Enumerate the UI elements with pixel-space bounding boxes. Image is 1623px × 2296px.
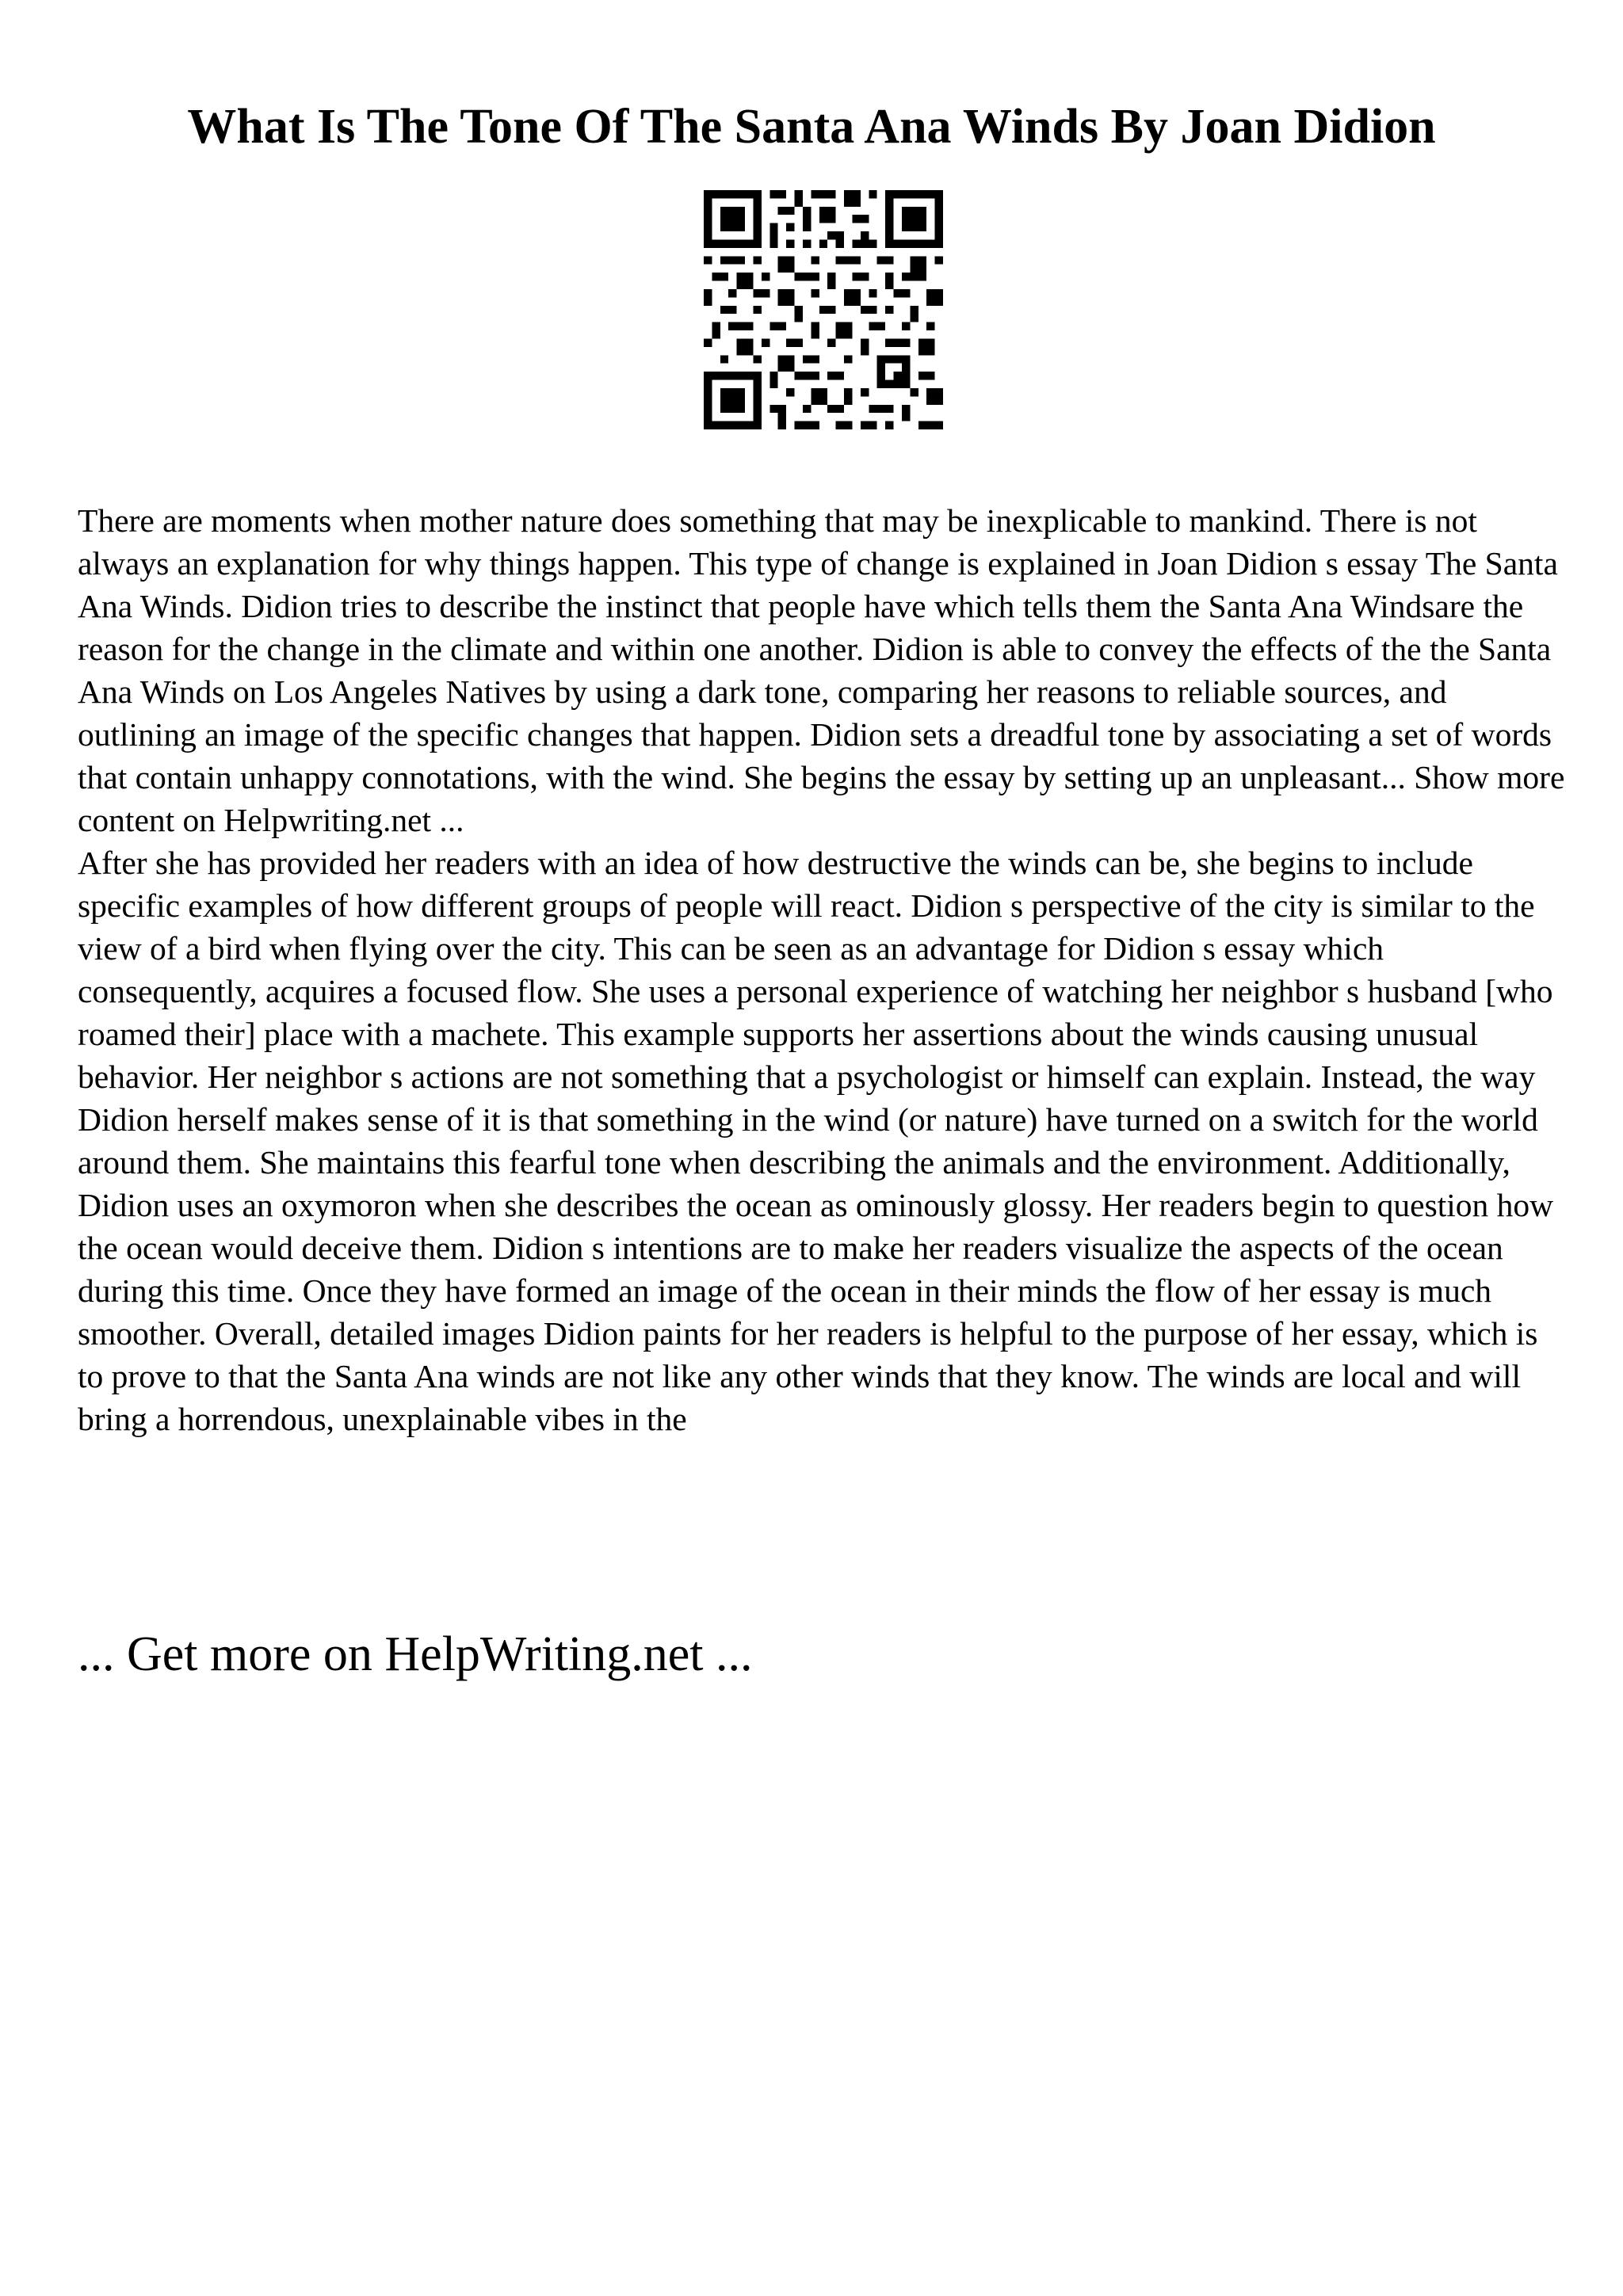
get-more-link[interactable]: ... Get more on HelpWriting.net ... [78,1627,753,1681]
essay-body [78,499,1568,1440]
qr-code-icon [704,190,943,429]
paragraph-1: There are moments when mother nature does something that may be inexplicable to mankind. There is not always an explanation for why things happen. This type of change is explained in Joan Didion s essay The Santa Ana Winds. Didion tries to describe the instinct that people have which tells them the Santa Ana Windsare the reason for the change in the climate and within one another. Didion is able to convey the effects of the the Santa Ana Winds on Los Angeles Natives by using a dark tone, comparing her reasons to reliable sources, and outlining an image of the specific changes that happen. Didion sets a dreadful tone by associating a set of words that contain unhappy connotations, with the wind. She begins the essay by setting up an unpleasant... Show more content on Helpwriting.net ... [78,502,1565,838]
document-title: What Is The Tone Of The Santa Ana Winds By Joan Didion [187,100,1436,154]
paragraph-2: After she has provided her readers with an idea of how destructive the winds can be, she begins to include specific examples of how different groups of people will react. Didion s perspective of the city is similar to the view of a bird when flying over the city. This can be seen as an advantage for Didion s essay which consequently, acquires a focused flow. She uses a personal experience of watching her neighbor s husband [who roamed their] place with a machete. This example supports her assertions about the winds causing unusual behavior. Her neighbor s actions are not something that a psychologist or himself can explain. Instead, the way Didion herself makes sense of it is that something in the wind (or nature) have turned on a switch for the world around them. She maintains this fearful tone when describing the animals and the environment. Additionally, Didion uses an oxymoron when she describes the ocean as ominously glossy. Her readers begin to question how the ocean would deceive them. Didion s intentions are to make her readers visualize the aspects of the ocean during this time. Once they have formed an image of the ocean in their minds the flow of her essay is much smoother. Overall, detailed images Didion paints for her readers is helpful to the purpose of her essay, which is to prove to that the Santa Ana winds are not like any other winds that they know. The winds are local and will bring a horrendous, unexplainable vibes in the [78,845,1554,1437]
